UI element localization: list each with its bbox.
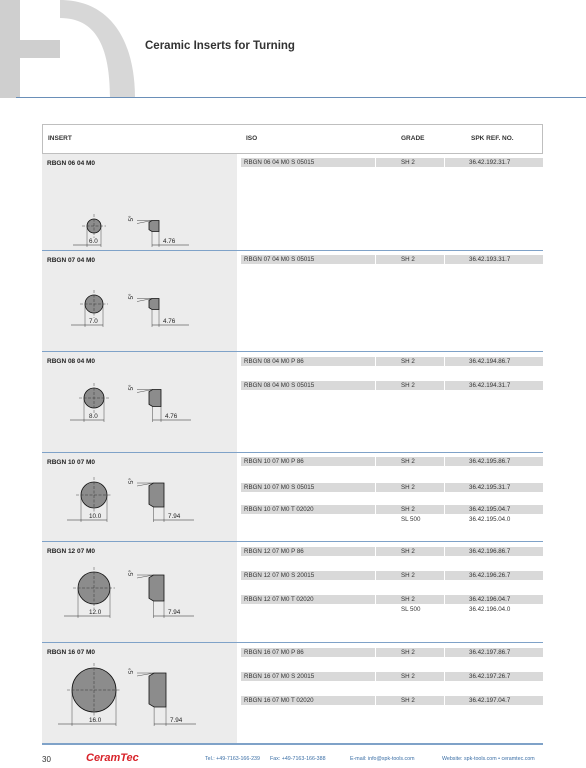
diameter-label: 8.0 bbox=[89, 413, 98, 420]
cell-divider bbox=[375, 483, 376, 492]
footer-website: Website: spk-tools.com • ceramtec.com bbox=[442, 756, 535, 762]
height-label: 7.94 bbox=[170, 717, 183, 724]
diameter-label: 10.0 bbox=[89, 513, 102, 520]
insert-drawing bbox=[42, 643, 237, 744]
insert-profile bbox=[149, 221, 159, 232]
cell-divider bbox=[444, 381, 445, 390]
table-row bbox=[241, 672, 543, 681]
table-row bbox=[241, 381, 543, 390]
grade: SH 2 bbox=[401, 649, 415, 656]
angle-label: 5° bbox=[128, 293, 135, 300]
logo-mark bbox=[0, 0, 140, 98]
column-header-iso: ISO bbox=[246, 135, 258, 142]
insert-profile bbox=[149, 673, 166, 707]
insert-block bbox=[42, 542, 543, 643]
iso-code: RBGN 12 07 M0 P 86 bbox=[244, 548, 304, 555]
angle-label: 5° bbox=[128, 384, 135, 391]
insert-table bbox=[42, 124, 543, 724]
iso-code: RBGN 10 07 M0 T 02020 bbox=[244, 506, 314, 513]
cell-divider bbox=[444, 255, 445, 264]
insert-drawing bbox=[42, 251, 237, 352]
cell-divider bbox=[375, 696, 376, 705]
cell-divider bbox=[444, 571, 445, 580]
page-title: Ceramic Inserts for Turning bbox=[145, 40, 295, 52]
table-row bbox=[241, 696, 543, 705]
spk-ref-no: 36.42.195.04.0 bbox=[469, 516, 511, 523]
insert-name: RBGN 08 04 M0 bbox=[47, 358, 96, 365]
cell-divider bbox=[444, 483, 445, 492]
grade: SH 2 bbox=[401, 484, 415, 491]
table-header bbox=[42, 124, 543, 154]
insert-name: RBGN 07 04 M0 bbox=[47, 257, 96, 264]
cell-divider bbox=[375, 505, 376, 514]
angle-label: 5° bbox=[128, 667, 135, 674]
cell-divider bbox=[444, 672, 445, 681]
table-row bbox=[241, 357, 543, 366]
grade: SH 2 bbox=[401, 382, 415, 389]
table-row bbox=[241, 605, 543, 614]
cell-divider bbox=[375, 158, 376, 167]
angle-label: 5° bbox=[128, 215, 135, 222]
grade: SL 500 bbox=[401, 516, 421, 523]
spk-ref-no: 36.42.196.86.7 bbox=[469, 548, 511, 555]
table-row bbox=[241, 515, 543, 524]
table-row bbox=[241, 483, 543, 492]
cell-divider bbox=[444, 696, 445, 705]
footer-rule bbox=[42, 744, 543, 745]
table-row bbox=[241, 457, 543, 466]
cell-divider bbox=[375, 672, 376, 681]
iso-code: RBGN 10 07 M0 P 86 bbox=[244, 458, 304, 465]
cell-divider bbox=[444, 648, 445, 657]
diameter-label: 6.0 bbox=[89, 238, 98, 245]
page-number: 30 bbox=[42, 755, 51, 764]
cell-divider bbox=[375, 457, 376, 466]
grade: SH 2 bbox=[401, 159, 415, 166]
iso-code: RBGN 16 07 M0 S 20015 bbox=[244, 673, 315, 680]
iso-code: RBGN 08 04 M0 P 86 bbox=[244, 358, 304, 365]
spk-ref-no: 36.42.197.26.7 bbox=[469, 673, 511, 680]
column-header-grade: GRADE bbox=[401, 135, 425, 142]
diameter-label: 12.0 bbox=[89, 609, 102, 616]
insert-drawing bbox=[42, 352, 237, 453]
grade: SH 2 bbox=[401, 256, 415, 263]
column-header-ref: SPK REF. NO. bbox=[471, 135, 514, 142]
spk-ref-no: 36.42.195.31.7 bbox=[469, 484, 511, 491]
grade: SL 500 bbox=[401, 606, 421, 613]
grade: SH 2 bbox=[401, 673, 415, 680]
height-label: 4.76 bbox=[163, 318, 176, 325]
table-row bbox=[241, 505, 543, 514]
diameter-label: 16.0 bbox=[89, 717, 102, 724]
table-row bbox=[241, 547, 543, 556]
spk-ref-no: 36.42.194.31.7 bbox=[469, 382, 511, 389]
cell-divider bbox=[444, 158, 445, 167]
cell-divider bbox=[375, 381, 376, 390]
iso-code: RBGN 08 04 M0 S 05015 bbox=[244, 382, 315, 389]
table-row bbox=[241, 571, 543, 580]
grade: SH 2 bbox=[401, 697, 415, 704]
spk-ref-no: 36.42.195.86.7 bbox=[469, 458, 511, 465]
iso-code: RBGN 16 07 M0 P 86 bbox=[244, 649, 304, 656]
insert-profile bbox=[149, 390, 161, 407]
cell-divider bbox=[375, 255, 376, 264]
spk-ref-no: 36.42.196.04.0 bbox=[469, 606, 511, 613]
table-row bbox=[241, 595, 543, 604]
insert-drawing bbox=[42, 542, 237, 643]
iso-code: RBGN 12 07 M0 T 02020 bbox=[244, 596, 314, 603]
height-label: 7.94 bbox=[168, 513, 181, 520]
spk-ref-no: 36.42.197.04.7 bbox=[469, 697, 511, 704]
height-label: 4.76 bbox=[165, 413, 178, 420]
insert-name: RBGN 16 07 M0 bbox=[47, 649, 96, 656]
cell-divider bbox=[444, 357, 445, 366]
spk-ref-no: 36.42.192.31.7 bbox=[469, 159, 511, 166]
grade: SH 2 bbox=[401, 596, 415, 603]
grade: SH 2 bbox=[401, 506, 415, 513]
insert-block bbox=[42, 643, 543, 744]
spk-ref-no: 36.42.194.86.7 bbox=[469, 358, 511, 365]
insert-drawing bbox=[42, 154, 237, 251]
grade: SH 2 bbox=[401, 548, 415, 555]
table-row bbox=[241, 255, 543, 264]
height-label: 4.76 bbox=[163, 238, 176, 245]
iso-code: RBGN 16 07 M0 T 02020 bbox=[244, 697, 314, 704]
spk-ref-no: 36.42.196.26.7 bbox=[469, 572, 511, 579]
grade: SH 2 bbox=[401, 572, 415, 579]
insert-block bbox=[42, 154, 543, 251]
footer-email: E-mail: info@spk-tools.com bbox=[350, 756, 415, 762]
insert-drawing bbox=[42, 453, 237, 542]
diameter-label: 7.0 bbox=[89, 318, 98, 325]
table-row bbox=[241, 158, 543, 167]
insert-block bbox=[42, 251, 543, 352]
angle-label: 5° bbox=[128, 569, 135, 576]
grade: SH 2 bbox=[401, 358, 415, 365]
spk-ref-no: 36.42.195.04.7 bbox=[469, 506, 511, 513]
brand-logo: CeramTec bbox=[86, 752, 139, 764]
insert-profile bbox=[149, 483, 164, 507]
insert-profile bbox=[149, 299, 159, 310]
table-row bbox=[241, 648, 543, 657]
spk-ref-no: 36.42.193.31.7 bbox=[469, 256, 511, 263]
footer-tel: Tel.: +49-7163-166-239 bbox=[205, 756, 260, 762]
cell-divider bbox=[444, 505, 445, 514]
grade: SH 2 bbox=[401, 458, 415, 465]
footer-fax: Fax: +49-7163-166-388 bbox=[270, 756, 326, 762]
height-label: 7.94 bbox=[168, 609, 181, 616]
cell-divider bbox=[375, 595, 376, 604]
cell-divider bbox=[375, 357, 376, 366]
cell-divider bbox=[375, 547, 376, 556]
cell-divider bbox=[444, 457, 445, 466]
insert-block bbox=[42, 453, 543, 542]
column-header-insert: INSERT bbox=[48, 135, 72, 142]
cell-divider bbox=[375, 571, 376, 580]
iso-code: RBGN 10 07 M0 S 05015 bbox=[244, 484, 315, 491]
insert-name: RBGN 06 04 M0 bbox=[47, 160, 96, 167]
insert-name: RBGN 10 07 M0 bbox=[47, 459, 96, 466]
insert-profile bbox=[149, 575, 164, 601]
cell-divider bbox=[444, 595, 445, 604]
spk-ref-no: 36.42.197.86.7 bbox=[469, 649, 511, 656]
insert-block bbox=[42, 352, 543, 453]
insert-name: RBGN 12 07 M0 bbox=[47, 548, 96, 555]
header-rule bbox=[16, 97, 586, 98]
iso-code: RBGN 07 04 M0 S 05015 bbox=[244, 256, 315, 263]
iso-code: RBGN 12 07 M0 S 20015 bbox=[244, 572, 315, 579]
iso-code: RBGN 06 04 M0 S 05015 bbox=[244, 159, 315, 166]
cell-divider bbox=[375, 648, 376, 657]
angle-label: 5° bbox=[128, 477, 135, 484]
cell-divider bbox=[444, 547, 445, 556]
spk-ref-no: 36.42.196.04.7 bbox=[469, 596, 511, 603]
